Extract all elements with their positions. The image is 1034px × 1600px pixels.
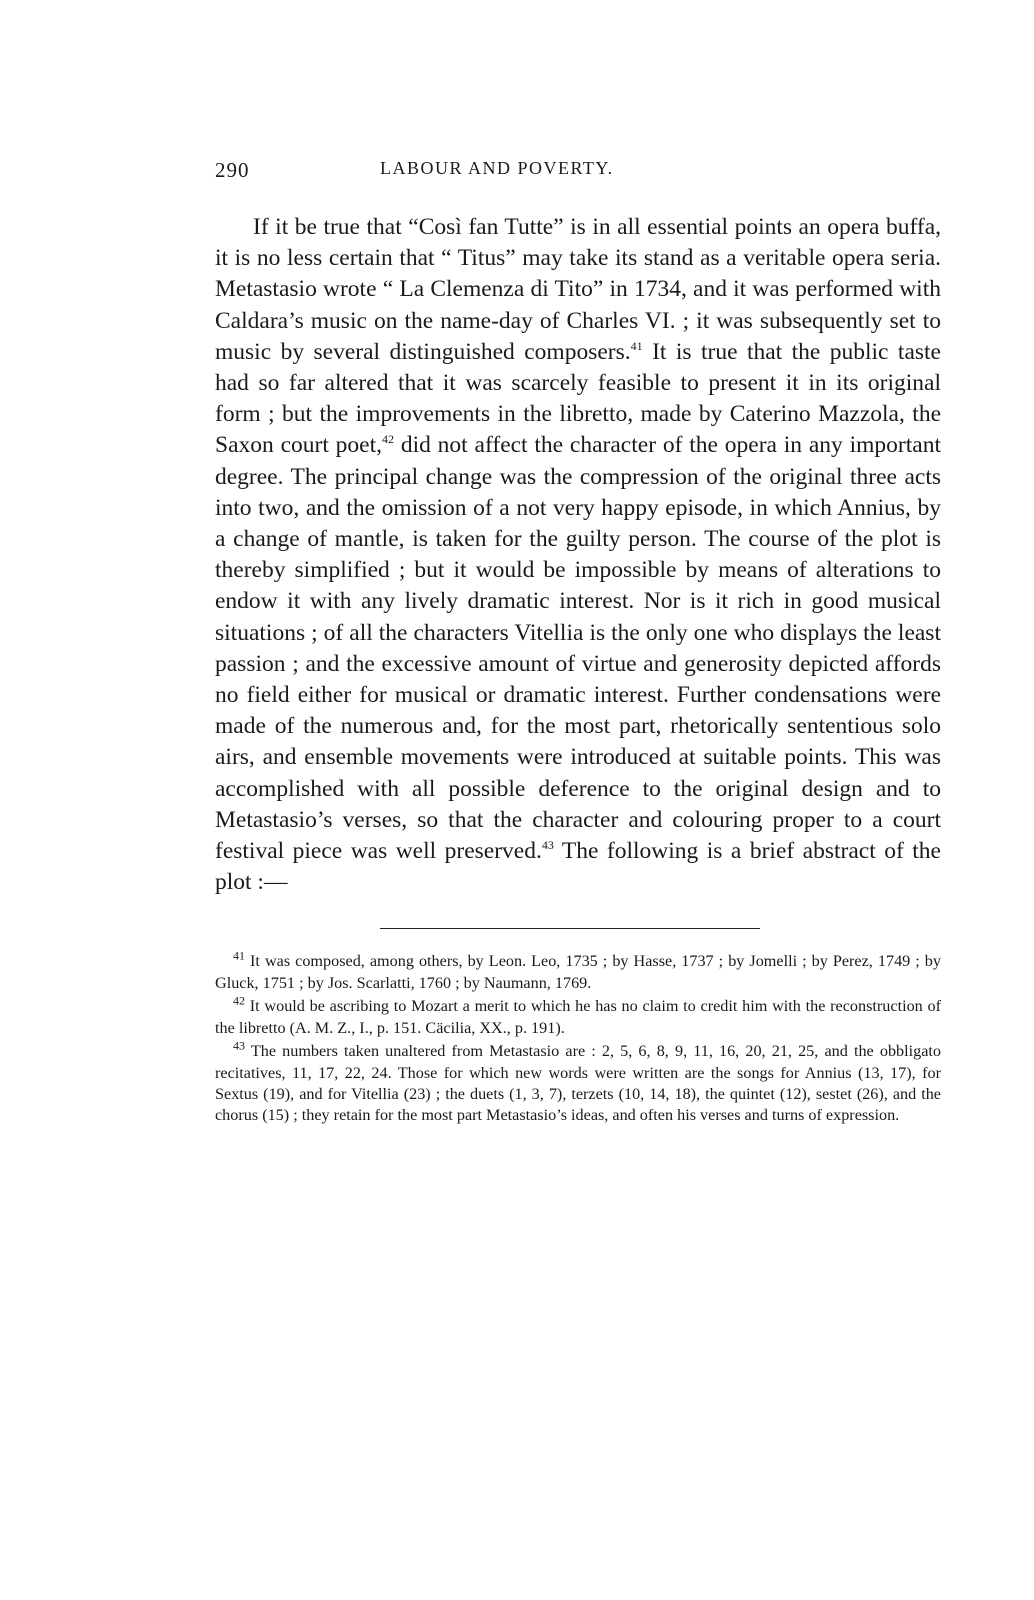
book-page <box>215 158 941 1129</box>
paragraph-text: The following is a brief abstract of the plot :— <box>215 838 941 896</box>
running-header <box>215 158 941 194</box>
footnote <box>215 951 941 994</box>
footnote-ref: 41 <box>630 338 643 353</box>
footnote-text: It was composed, among others, by Leon. Leo, 1735 ; by Hasse, 1737 ; by Jomelli ; by Perez, 1749 ; by Gluck, 1751 ; by Jos. Scarlatti, 1760 ; by Naumann, 1769. <box>215 952 941 992</box>
page-number: 290 <box>215 158 250 182</box>
footnote <box>215 993 941 1039</box>
paragraph-text: If it be true that “Così fan Tutte” is in all essential points an opera buffa, it is no less certain that “ Titus” may take its stand as a veritable opera seria. Metastasio wrote “ La Clemenza di Tito” in 1734, and it was performed with Caldara’s music on the name-day of Charles VI. ; it was subsequently set to music by several distinguished composers. <box>215 214 941 365</box>
running-title: LABOUR AND POVERTY. <box>380 158 614 178</box>
footnote-text: The numbers taken unaltered from Metastasio are : 2, 5, 6, 8, 9, 11, 16, 20, 21, 25, and the obbligato recitatives, 11, 17, 22, 24. Those for which new words were written are the songs for Annius (13, 17), for Sextus (19), and for Vitellia (23) ; the duets (1, 3, 7), terzets (10, 14, 18), the quintet (12), sestet (26), and the chorus (15) ; they retain for the most part Metastasio’s ideas, and often his verses and turns of expression. <box>215 1042 941 1125</box>
paragraph-text: It is true that the public taste had so far altered that it was scarcely feasible to present it in its original form ; but the improvements in the libretto, made by Caterino Mazzola, the Saxon court poet, <box>215 338 941 459</box>
footnote-ref: 42 <box>382 432 395 447</box>
paragraph-text: did not affect the character of the opera in any important degree. The principal change was the compression of the original three acts into two, and the omission of a not very happy episode, in which Annius, by a change of mantle, is taken for the guilty person. The course of the plot is thereby simplified ; but it would be impossible by means of alterations to endow it with any lively dramatic interest. Nor is it rich in good musical situations ; of all the characters Vitellia is the only one who displays the least passion ; and the excessive amount of virtue and generosity depicted affords no field either for musical or dramatic interest. Further condensations were made of the numerous and, for the most part, rhetorically sententious solo airs, and ensemble movements were introduced at suitable points. This was accomplished with all possible deference to the original design and to Metastasio’s verses, so that the character and colouring proper to a court festival piece was well preserved. <box>215 432 941 865</box>
footnote-text: It would be ascribing to Mozart a merit to which he has no claim to credit him with the reconstruction of the libretto (A. M. Z., I., p. 151. Cäcilia, XX., p. 191). <box>215 997 941 1037</box>
footnote-divider <box>380 928 760 929</box>
footnote-ref: 43 <box>541 838 554 853</box>
footnote-number: 42 <box>233 993 245 1008</box>
footnotes <box>215 951 941 1126</box>
footnote-number: 43 <box>233 1038 245 1053</box>
footnote <box>215 1038 941 1127</box>
footnote-number: 41 <box>233 949 245 964</box>
main-paragraph <box>215 212 941 898</box>
